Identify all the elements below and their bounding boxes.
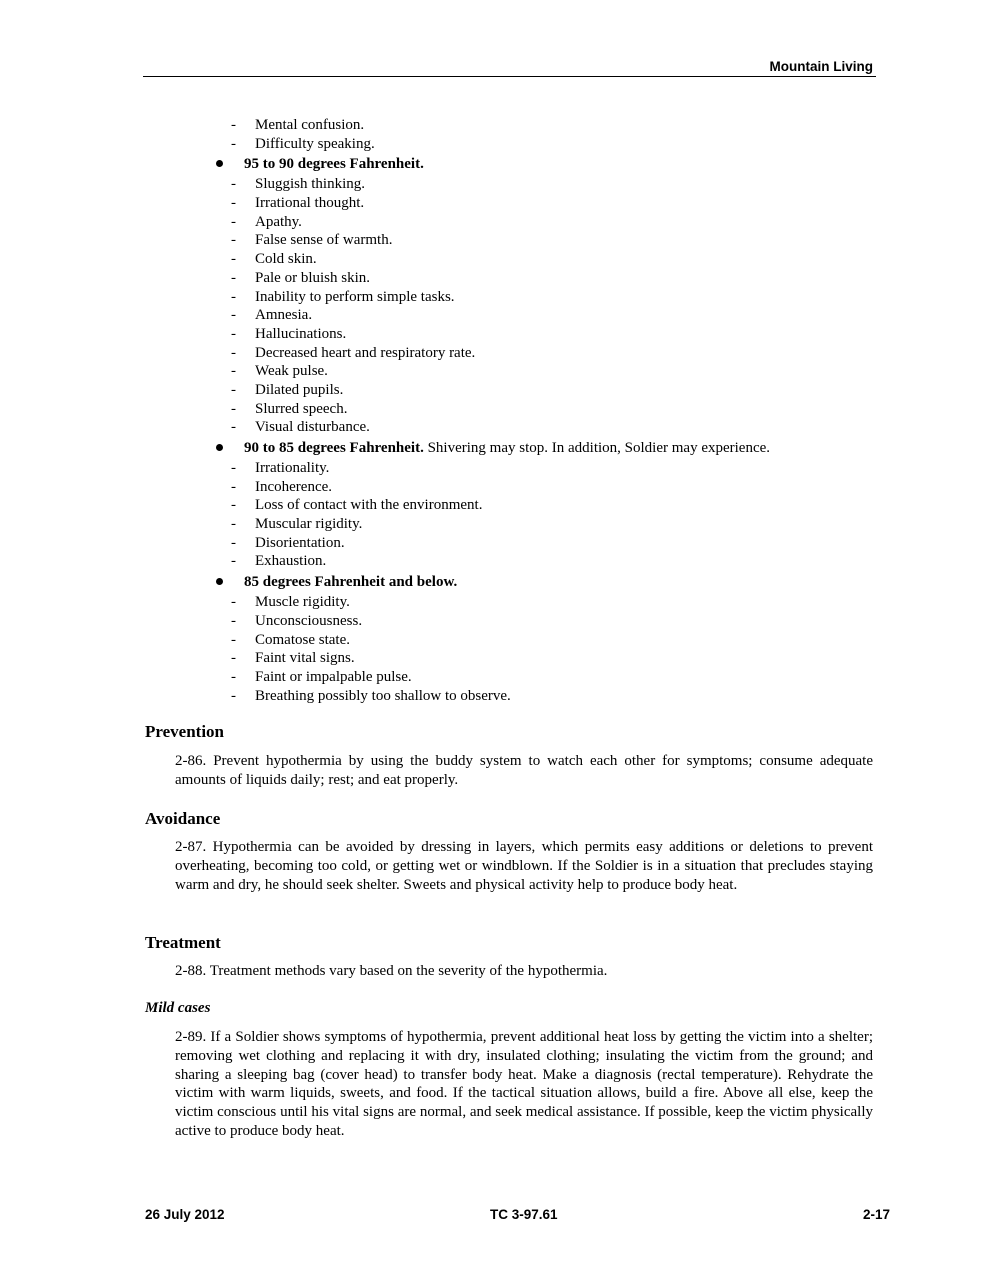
list-item-text: Decreased heart and respiratory rate. bbox=[255, 344, 476, 361]
list-item bbox=[0, 400, 990, 419]
section-heading-treatment: Treatment bbox=[145, 933, 221, 952]
dash-marker-icon: - bbox=[231, 594, 236, 611]
list-item bbox=[0, 362, 990, 381]
dash-marker-icon: - bbox=[231, 668, 236, 685]
symptom-lists bbox=[0, 116, 990, 705]
dash-marker-icon: - bbox=[231, 612, 236, 629]
dash-marker-icon: - bbox=[231, 497, 236, 514]
symptom-list-95-90 bbox=[0, 175, 990, 437]
list-item-text: Incoherence. bbox=[255, 478, 333, 495]
list-item bbox=[0, 515, 990, 534]
dash-marker-icon: - bbox=[231, 400, 236, 417]
dash-marker-icon: - bbox=[231, 251, 236, 268]
list-item-text: Unconsciousness. bbox=[255, 612, 363, 629]
dash-marker-icon: - bbox=[231, 176, 236, 193]
list-item bbox=[0, 306, 990, 325]
list-item-text: Irrationality. bbox=[255, 460, 330, 476]
list-item-text: False sense of warmth. bbox=[255, 232, 393, 249]
dash-marker-icon: - bbox=[231, 381, 236, 398]
dash-marker-icon: - bbox=[231, 344, 236, 361]
list-item bbox=[0, 496, 990, 515]
dash-marker-icon: - bbox=[231, 288, 236, 305]
list-item bbox=[0, 381, 990, 400]
bullet-label: 85 degrees Fahrenheit and below. bbox=[244, 574, 458, 591]
bullet-95-90 bbox=[0, 153, 990, 175]
list-item-text: Difficulty speaking. bbox=[255, 135, 375, 152]
dash-marker-icon: - bbox=[231, 135, 236, 152]
paragraph-2-89: 2-89. If a Soldier shows symptoms of hypothermia, prevent additional heat loss by getting the victim into a shelter; removing wet clothing and replacing it with dry, insulated clothing; insulating the victim from the ground; and sharing a sleeping bag (cover head) to transfer body heat. Make a diagnosis (rectal temperature). Rehydrate the victim with warm liquids, sweets, and food. If the tactical situation allows, build a fire. Above all else, keep the victim conscious until his vital signs are normal, and seek medical assistance. If possible, keep the victim physically active to produce body heat. bbox=[175, 1029, 873, 1139]
bullet-label: 95 to 90 degrees Fahrenheit. bbox=[244, 156, 424, 173]
list-item bbox=[0, 668, 990, 687]
dash-marker-icon: - bbox=[231, 213, 236, 230]
list-item bbox=[0, 213, 990, 232]
list-item bbox=[0, 231, 990, 250]
dash-marker-icon: - bbox=[231, 307, 236, 324]
list-item bbox=[0, 687, 990, 706]
list-item bbox=[0, 194, 990, 213]
list-item-text: Visual disturbance. bbox=[255, 419, 370, 436]
list-item-text: Pale or bluish skin. bbox=[255, 269, 370, 286]
dash-marker-icon: - bbox=[231, 195, 236, 212]
paragraph-2-87: 2-87. Hypothermia can be avoided by dressing in layers, which permits easy additions or deletions to prevent overheating, becoming too cold, or getting wet or windblown. If the Soldier is in a situation that precludes staying warm and dry, he should seek shelter. Sweets and physical activity help to produce body heat. bbox=[175, 839, 873, 893]
symptom-list-85-below bbox=[0, 593, 990, 705]
bullet-dot-icon bbox=[216, 578, 223, 585]
list-item bbox=[0, 175, 990, 194]
list-item-text: Comatose state. bbox=[255, 631, 350, 648]
list-item-text: Cold skin. bbox=[255, 251, 317, 268]
running-header: Mountain Living bbox=[769, 59, 873, 74]
list-item bbox=[0, 269, 990, 288]
list-item bbox=[0, 593, 990, 612]
list-item-text: Disorientation. bbox=[255, 534, 345, 551]
dash-marker-icon: - bbox=[231, 631, 236, 648]
dash-marker-icon: - bbox=[231, 232, 236, 249]
list-item bbox=[0, 649, 990, 668]
list-item-text: Muscular rigidity. bbox=[255, 516, 363, 533]
dash-marker-icon: - bbox=[231, 516, 236, 533]
bullet-text: Shivering may stop. In addition, Soldier may experience. bbox=[423, 440, 771, 456]
list-item-text: Muscle rigidity. bbox=[255, 594, 350, 611]
dash-marker-icon: - bbox=[231, 534, 236, 551]
list-item-text: Irrational thought. bbox=[255, 195, 365, 212]
dash-marker-icon: - bbox=[231, 419, 236, 436]
list-item bbox=[0, 418, 990, 437]
list-item-text: Breathing possibly too shallow to observe. bbox=[255, 687, 511, 704]
list-item bbox=[0, 478, 990, 497]
bullet-90-85 bbox=[0, 437, 990, 459]
list-item-text: Faint or impalpable pulse. bbox=[255, 668, 412, 685]
list-item bbox=[0, 135, 990, 154]
dash-marker-icon: - bbox=[231, 363, 236, 380]
list-item-text: Amnesia. bbox=[255, 307, 313, 324]
subsection-heading-mild-cases: Mild cases bbox=[145, 1000, 211, 1016]
header-rule bbox=[143, 76, 876, 77]
list-item-text: Hallucinations. bbox=[255, 325, 347, 342]
footer-doc-id: TC 3-97.61 bbox=[490, 1207, 558, 1222]
list-item-text: Loss of contact with the environment. bbox=[255, 497, 483, 514]
bullet-dot-icon bbox=[216, 444, 223, 451]
dash-marker-icon: - bbox=[231, 325, 236, 342]
symptom-list-mild bbox=[0, 116, 990, 153]
bullet-85-below bbox=[0, 571, 990, 593]
list-item bbox=[0, 534, 990, 553]
list-item bbox=[0, 116, 990, 135]
footer-page-number: 2-17 bbox=[862, 1207, 890, 1222]
list-item bbox=[0, 288, 990, 307]
dash-marker-icon: - bbox=[231, 687, 236, 704]
list-item-text: Inability to perform simple tasks. bbox=[255, 288, 455, 305]
dash-marker-icon: - bbox=[231, 650, 236, 667]
list-item-text: Sluggish thinking. bbox=[255, 176, 366, 193]
list-item bbox=[0, 250, 990, 269]
dash-marker-icon: - bbox=[231, 269, 236, 286]
list-item bbox=[0, 344, 990, 363]
dash-marker-icon: - bbox=[231, 478, 236, 495]
bullet-dot-icon bbox=[216, 160, 223, 167]
list-item-text: Exhaustion. bbox=[255, 553, 327, 570]
list-item bbox=[0, 459, 990, 478]
list-item-text: Dilated pupils. bbox=[255, 381, 344, 398]
paragraph-2-86: 2-86. Prevent hypothermia by using the buddy system to watch each other for symptoms; consume adequate amounts of liquids daily; rest; and eat properly. bbox=[175, 753, 873, 788]
dash-marker-icon: - bbox=[231, 460, 236, 476]
list-item-text: Weak pulse. bbox=[255, 363, 328, 380]
bullet-label: 90 to 85 degrees Fahrenheit. bbox=[244, 440, 424, 456]
paragraph-2-88: 2-88. Treatment methods vary based on the severity of the hypothermia. bbox=[175, 963, 608, 979]
list-item-text: Slurred speech. bbox=[255, 400, 348, 417]
list-item-text: Faint vital signs. bbox=[255, 650, 355, 667]
section-heading-avoidance: Avoidance bbox=[145, 809, 221, 828]
dash-marker-icon: - bbox=[231, 117, 236, 133]
symptom-list-90-85 bbox=[0, 459, 990, 571]
list-item-text: Apathy. bbox=[255, 213, 302, 230]
dash-marker-icon: - bbox=[231, 553, 236, 570]
section-heading-prevention: Prevention bbox=[145, 722, 225, 741]
list-item bbox=[0, 612, 990, 631]
list-item bbox=[0, 325, 990, 344]
footer-date: 26 July 2012 bbox=[145, 1207, 225, 1222]
list-item bbox=[0, 631, 990, 650]
list-item-text: Mental confusion. bbox=[255, 117, 365, 133]
list-item bbox=[0, 552, 990, 571]
